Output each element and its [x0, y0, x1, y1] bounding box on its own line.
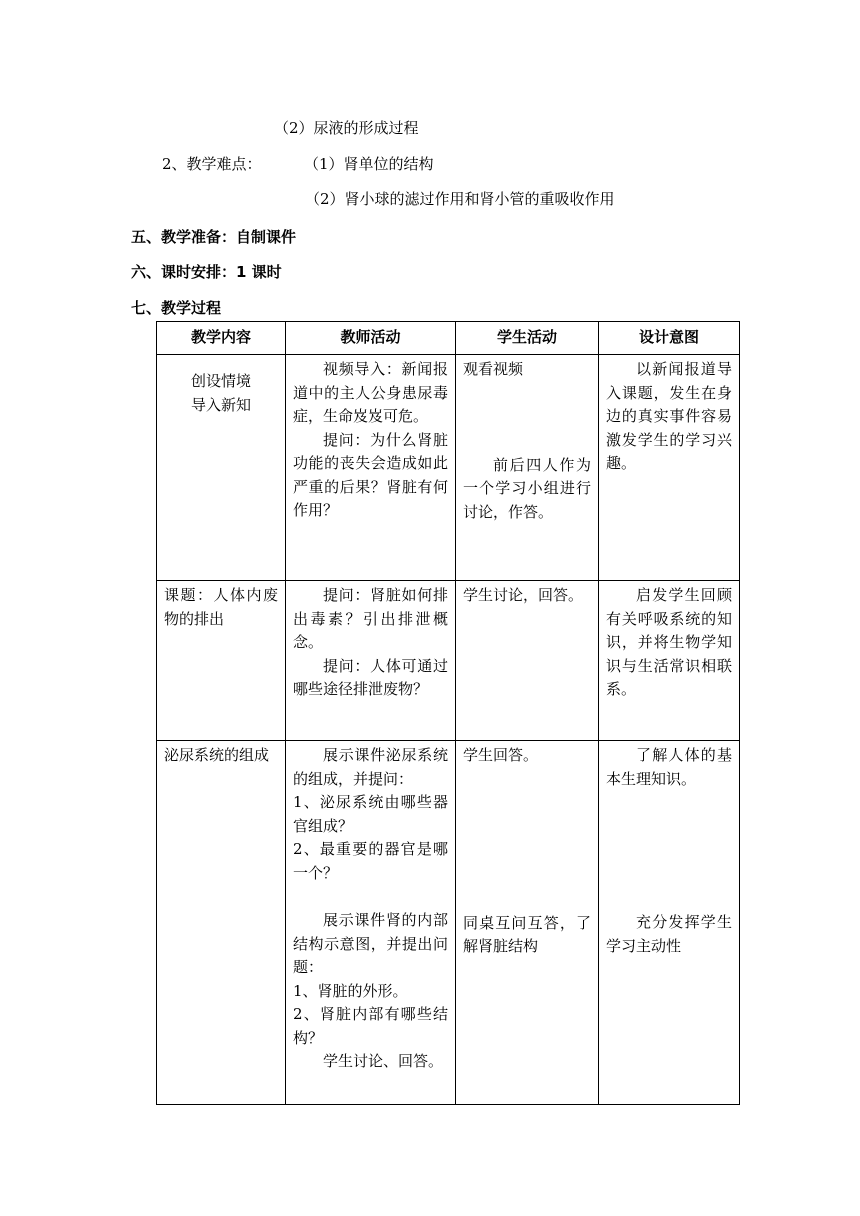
row1-content — [157, 355, 286, 581]
row2-student-p1: 学生讨论，回答。 — [463, 586, 584, 604]
row2-intent — [599, 581, 740, 741]
row3-teacher — [286, 741, 456, 1105]
row1-content-line2: 导入新知 — [190, 395, 251, 414]
section-five: 五、教学准备：自制课件 — [131, 228, 297, 246]
row3-teacher-l1: 1、泌尿系统由哪些器官组成？ — [293, 793, 448, 835]
row1-student-p2: 前后四人作为一个学习小组进行讨论，作答。 — [463, 455, 591, 521]
row3-teacher-p1: 展示课件泌尿系统的组成，并提问： — [293, 746, 448, 788]
key-point-2: （2）尿液的形成过程 — [274, 119, 419, 137]
row3-intent-p2: 充分发挥学生学习主动性 — [606, 913, 732, 955]
table-row — [157, 581, 740, 741]
row1-student — [456, 355, 599, 581]
row3-teacher-p2: 展示课件肾的内部结构示意图，并提出问题： — [293, 911, 448, 976]
header-intent: 设计意图 — [599, 322, 740, 355]
header-content: 教学内容 — [157, 322, 286, 355]
teaching-process-table — [156, 321, 740, 1105]
row1-teacher-p2: 提问：为什么肾脏功能的丧失会造成如此严重的后果？肾脏有何作用？ — [293, 430, 448, 519]
table-row — [157, 355, 740, 581]
row3-teacher-l2: 2、最重要的器官是哪一个？ — [293, 840, 448, 882]
row3-teacher-l4: 2、肾脏内部有哪些结构？ — [293, 1005, 448, 1047]
row2-intent-p1: 启发学生回顾有关呼吸系统的知识，并将生物学知识与生活常识相联系。 — [606, 586, 732, 698]
row2-teacher — [286, 581, 456, 741]
row1-student-p1: 观看视频 — [463, 360, 524, 378]
row3-content — [157, 741, 286, 1105]
table-header-row — [157, 322, 740, 355]
row1-teacher-p1: 视频导入：新闻报道中的主人公身患尿毒症，生命岌岌可危。 — [293, 360, 448, 425]
header-teacher: 教师活动 — [286, 322, 456, 355]
row3-intent — [599, 741, 740, 1105]
row1-content-line1: 创设情境 — [190, 372, 251, 390]
section-six: 六、课时安排：1 课时 — [131, 263, 282, 281]
row2-content-text: 课题：人体内废物的排出 — [164, 586, 278, 628]
row2-student — [456, 581, 599, 741]
row3-student — [456, 741, 599, 1105]
row3-teacher-l3: 1、肾脏的外形。 — [293, 981, 408, 1000]
row2-content — [157, 581, 286, 741]
header-student: 学生活动 — [456, 322, 599, 355]
difficulty-label: 2、教学难点： — [162, 155, 262, 173]
row3-intent-p1: 了解人体的基本生理知识。 — [606, 746, 732, 788]
row2-teacher-p2: 提问：人体可通过哪些途径排泄废物？ — [293, 656, 448, 698]
row1-intent — [599, 355, 740, 581]
difficulty-2: （2）肾小球的滤过作用和肾小管的重吸收作用 — [305, 190, 615, 208]
section-seven: 七、教学过程 — [131, 299, 222, 317]
row3-teacher-p3: 学生讨论、回答。 — [323, 1052, 444, 1070]
table-row — [157, 741, 740, 1105]
row2-teacher-p1: 提问：肾脏如何排出毒素？引出排泄概念。 — [293, 586, 448, 651]
row1-intent-p1: 以新闻报道导入课题，发生在身边的真实事件容易激发学生的学习兴趣。 — [606, 360, 732, 472]
row3-student-p2: 同桌互问互答，了解肾脏结构 — [463, 913, 591, 955]
row3-student-p1: 学生回答。 — [463, 746, 539, 764]
difficulty-1: （1）肾单位的结构 — [304, 155, 434, 173]
row1-teacher — [286, 355, 456, 581]
row3-content-text: 泌尿系统的组成 — [164, 746, 270, 764]
